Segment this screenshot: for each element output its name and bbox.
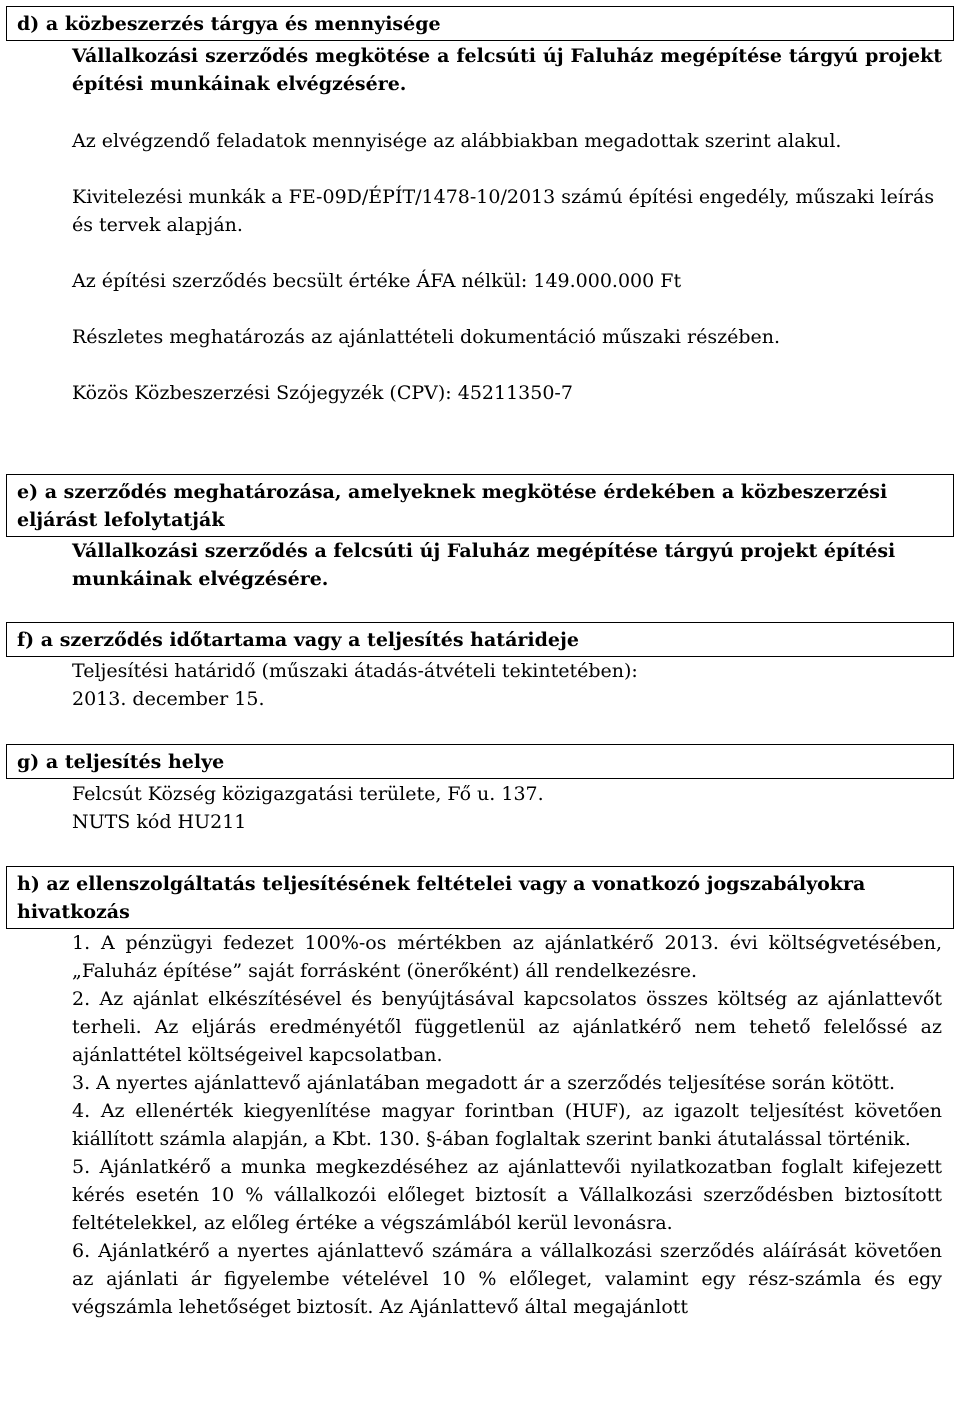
section-d-heading [6,6,954,41]
deadline-date: 2013. december 15. [72,688,265,710]
condition-item-4: 4. Az ellenérték kiegyenlítése magyar forintban (HUF), az igazolt teljesítést követően kiállított számla alapján, a Kbt. 130. §-ában foglaltak szerint banki átutalással történik. [72,1100,942,1150]
section-e-body [0,537,960,593]
procurement-subject: Vállalkozási szerződés megkötése a felcsúti új Faluház megépítése tárgyú projekt építési munkáinak elvégzésére. [72,45,942,95]
section-d-heading-text: d) a közbeszerzés tárgya és mennyisége [17,13,441,35]
section-f-heading [6,622,954,657]
section-h-heading-text: h) az ellenszolgáltatás teljesítésének feltételei vagy a vonatkozó jogszabályokra hivatkozás [17,873,866,923]
construction-permit: Kivitelezési munkák a FE-09D/ÉPÍT/1478-10/2013 számú építési engedély, műszaki leírás és tervek alapján. [72,186,935,236]
condition-item-1: 1. A pénzügyi fedezet 100%-os mértékben az ajánlatkérő 2013. évi költségvetésében, „Faluház építése” saját forrásként (önerőként) áll rendelkezésre. [72,932,942,982]
section-d-body [0,42,960,407]
section-g-body [0,780,960,836]
section-g-heading [6,744,954,779]
section-e-heading [6,474,954,537]
section-f-heading-text: f) a szerződés időtartama vagy a teljesítés határideje [17,629,579,651]
section-h-heading [6,866,954,929]
nuts-code: NUTS kód HU211 [72,811,247,833]
condition-item-6: 6. Ajánlatkérő a nyertes ajánlattevő számára a vállalkozási szerződés aláírását követően az ajánlati ár figyelembe vételével 10 % előleget, valamint egy rész-számla és egy végszámla lehetőséget biztosít. Az Ajánlattevő által megajánlott [72,1240,942,1318]
section-f-body [0,657,960,713]
quantity-intro: Az elvégzendő feladatok mennyisége az alábbiakban megadottak szerint alakul. [72,130,842,152]
estimated-value: Az építési szerződés becsült értéke ÁFA nélkül: 149.000.000 Ft [72,270,682,292]
condition-item-5: 5. Ajánlatkérő a munka megkezdéséhez az ajánlattevői nyilatkozatban foglalt kifejezett kérés esetén 10 % vállalkozói előleget biztosít a Vállalkozási szerződésben biztosított feltételekkel, az előleg értéke a végszámlából kerül levonásra. [72,1156,942,1234]
contract-definition: Vállalkozási szerződés a felcsúti új Faluház megépítése tárgyú projekt építési munkáinak elvégzésére. [72,540,896,590]
cpv-code: Közös Közbeszerzési Szójegyzék (CPV): 45211350-7 [72,382,573,404]
section-e-heading-text: e) a szerződés meghatározása, amelyeknek megkötése érdekében a közbeszerzési eljárást lefolytatják [17,481,888,531]
performance-location: Felcsút Község közigazgatási területe, Fő u. 137. [72,783,544,805]
condition-item-2: 2. Az ajánlat elkészítésével és benyújtásával kapcsolatos összes költség az ajánlattevőt terheli. Az eljárás eredményétől függetlenül az ajánlatkérő nem tehető felelőssé az ajánlattétel költségeivel kapcsolatban. [72,988,942,1066]
section-h-body [0,929,960,1321]
detailed-spec: Részletes meghatározás az ajánlattételi dokumentáció műszaki részében. [72,326,781,348]
section-g-heading-text: g) a teljesítés helye [17,751,225,773]
deadline-label: Teljesítési határidő (műszaki átadás-átvételi tekintetében): [72,660,638,682]
condition-item-3: 3. A nyertes ajánlattevő ajánlatában megadott ár a szerződés teljesítése során kötött. [72,1072,895,1094]
